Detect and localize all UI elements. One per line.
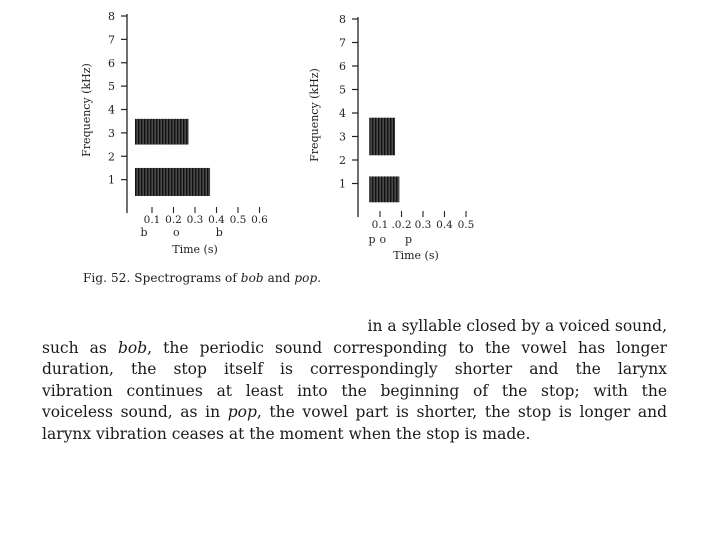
segment-label: b — [215, 226, 223, 239]
energy-band — [369, 118, 395, 156]
segment-label: p — [405, 233, 413, 246]
text-line-5 — [42, 402, 667, 424]
text-line-3: duration, the stop itself is correspondingly shorter and the larynx — [42, 360, 667, 378]
x-tick-label: 0.4 — [436, 219, 453, 231]
spectrogram-pop — [308, 13, 474, 262]
body-paragraph — [42, 316, 667, 445]
x-tick-label: 0.1 — [371, 219, 389, 231]
x-tick-label: 0.3 — [414, 219, 432, 231]
text-line-5-a: voiceless sound, as in — [42, 403, 228, 421]
caption-word-bob: bob — [240, 271, 264, 285]
y-tick-label: 3 — [339, 130, 346, 144]
caption-suffix: . — [317, 271, 322, 285]
y-tick-label: 7 — [108, 33, 115, 47]
y-tick-label: 6 — [108, 56, 115, 70]
y-tick-label: 8 — [108, 10, 115, 23]
y-tick-label: 1 — [339, 177, 346, 191]
x-tick-label: 0.2 — [165, 214, 182, 226]
x-tick-label: 0.5 — [457, 219, 475, 231]
y-tick-label: 1 — [108, 173, 115, 187]
energy-band — [135, 168, 210, 196]
y-tick-label: 5 — [108, 80, 115, 94]
text-line-1: in a syllable closed by a voiced sound, — [367, 317, 667, 335]
caption-word-pop: pop — [294, 271, 318, 285]
energy-band — [135, 119, 189, 145]
y-tick-label: 2 — [339, 154, 346, 167]
text-line-5-em: pop — [227, 403, 257, 421]
text-line-2-a: such as — [42, 338, 118, 357]
y-tick-label: 8 — [339, 13, 346, 26]
y-tick-label: 7 — [339, 36, 346, 50]
figure-caption — [83, 271, 321, 285]
caption-prefix: Fig. 52. Spectrograms of — [83, 271, 241, 285]
x-tick-label: 0.4 — [208, 214, 225, 226]
x-tick-label: 0.3 — [186, 214, 204, 226]
y-tick-label: 6 — [339, 60, 346, 73]
y-tick-label: 4 — [339, 107, 346, 120]
spectrogram-bob — [80, 10, 268, 256]
segment-label: p — [368, 233, 376, 246]
text-line-4: vibration continues at least into the beginning of the stop; with the — [42, 381, 667, 400]
x-tick-label: 0.1 — [143, 214, 161, 226]
caption-mid: and — [263, 271, 295, 285]
text-line-2-em: bob — [117, 338, 148, 357]
y-tick-label: 5 — [339, 83, 346, 97]
text-line-2 — [42, 338, 667, 360]
segment-label: o — [379, 233, 387, 246]
y-axis-label: Frequency (kHz) — [80, 63, 93, 157]
x-axis-label: Time (s) — [393, 249, 439, 262]
segment-label: o — [172, 226, 180, 239]
text-line-6: larynx vibration ceases at the moment when the stop is made. — [42, 424, 531, 443]
text-line-5-b: , the vowel part is shorter, the stop is longer and — [256, 403, 667, 421]
x-tick-label: .0.2 — [391, 219, 412, 231]
text-line-2-b: , the periodic sound corresponding to the vowel has longer — [147, 338, 668, 357]
x-tick-label: 0.6 — [251, 214, 268, 226]
y-tick-label: 3 — [108, 126, 115, 140]
energy-band — [369, 176, 399, 202]
y-tick-label: 4 — [108, 103, 115, 117]
segment-label: b — [140, 226, 148, 239]
y-tick-label: 2 — [108, 150, 115, 164]
y-axis-label: Frequency (kHz) — [308, 68, 321, 162]
x-tick-label: 0.5 — [229, 214, 247, 226]
x-axis-label: Time (s) — [172, 243, 218, 256]
